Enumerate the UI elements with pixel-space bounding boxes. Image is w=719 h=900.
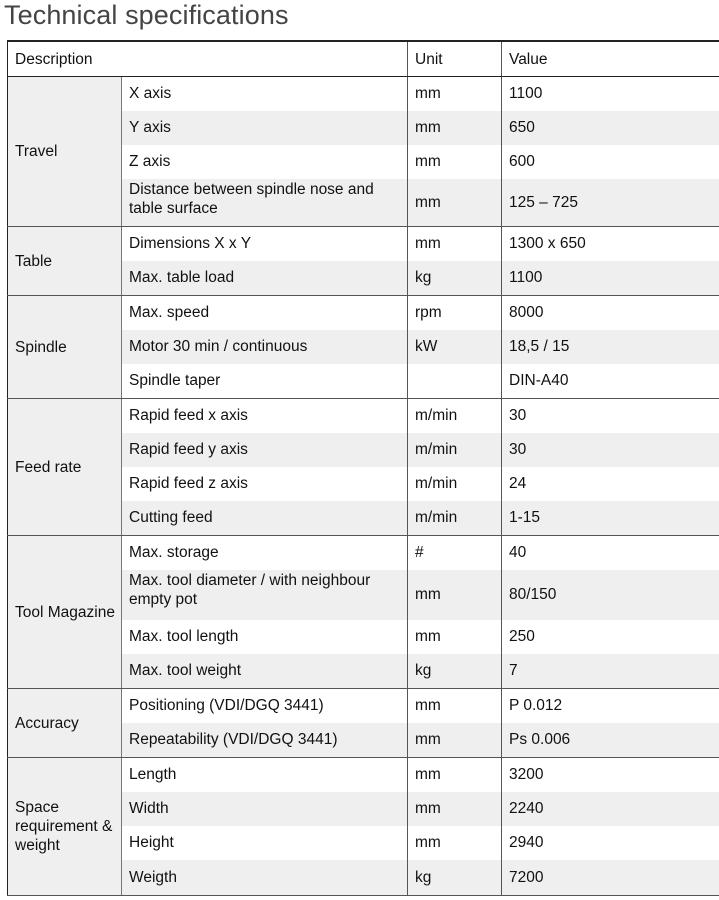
row-unit: mm [408,826,502,860]
row-unit: mm [408,570,502,620]
row-unit: m/min [408,433,502,467]
page-title: Technical specifications [4,0,289,30]
row-value: 8000 [502,296,719,330]
group-label-tool-magazine: Tool Magazine [8,536,122,689]
header-value: Value [502,41,719,77]
row-unit: mm [408,758,502,792]
row-value: 250 [502,620,719,654]
row-unit: mm [408,792,502,826]
row-unit: mm [408,77,502,111]
row-value: 125 – 725 [502,179,719,227]
row-unit: kW [408,330,502,364]
row-value: 1-15 [502,501,719,536]
row-description: Height [129,834,174,851]
row-unit: kg [408,654,502,689]
table-body [8,77,719,896]
row-description: Rapid feed z axis [129,475,248,492]
row-value: 2940 [502,826,719,860]
row-value: 30 [502,433,719,467]
row-description: Max. table load [122,261,408,296]
row-unit: mm [408,111,502,145]
row-unit: # [408,536,502,570]
row-description: Z axis [129,153,171,170]
row-description: Rapid feed x axis [129,407,248,425]
row-unit: kg [408,860,502,896]
group-label-travel: Travel [8,77,122,227]
row-description: Cutting feed [122,501,408,536]
row-unit: rpm [408,296,502,330]
row-value: 30 [502,399,719,433]
row-unit: m/min [408,467,502,501]
row-description: Max. tool diameter / with neighbour empty pot [122,570,408,620]
row-value: 2240 [502,792,719,826]
row-unit: mm [408,227,502,261]
table-row [8,77,719,111]
table-row [8,227,719,261]
row-description: Max. storage [129,544,219,562]
row-value: 40 [502,536,719,570]
row-unit: m/min [408,501,502,536]
row-description: Max. tool length [129,628,239,645]
row-description: Dimensions X x Y [129,235,252,253]
row-value: DIN-A40 [502,364,719,399]
row-unit: mm [408,689,502,723]
row-description: Length [129,766,177,784]
row-description: Distance between spindle nose and table surface [122,179,408,227]
row-value: 650 [502,111,719,145]
row-unit [408,364,502,399]
row-unit: mm [408,179,502,227]
group-label-feed-rate: Feed rate [8,399,122,536]
row-value: P 0.012 [502,689,719,723]
row-unit: mm [408,723,502,758]
row-description: Rapid feed y axis [122,433,408,467]
specifications-table [7,40,719,896]
row-value: 80/150 [502,570,719,620]
table-row [8,758,719,792]
row-unit: kg [408,261,502,296]
group-label-space-requirement: Space requirement & weight [8,758,122,896]
header-unit: Unit [408,41,502,77]
table-row [8,399,719,433]
table-header-row [8,41,719,77]
row-description: X axis [129,85,172,103]
row-description: Positioning (VDI/DGQ 3441) [129,697,324,715]
row-description: Max. speed [129,304,210,322]
row-value: 600 [502,145,719,179]
row-value: 7 [502,654,719,689]
row-description: Weigth [122,860,408,896]
row-description: Width [122,792,408,826]
group-label-accuracy: Accuracy [8,689,122,758]
row-value: 1100 [502,261,719,296]
row-unit: m/min [408,399,502,433]
row-value: 1300 x 650 [502,227,719,261]
row-description: Y axis [122,111,408,145]
row-unit: mm [408,620,502,654]
row-description: Motor 30 min / continuous [122,330,408,364]
row-value: 3200 [502,758,719,792]
table-row [8,536,719,570]
row-description: Spindle taper [122,364,408,399]
table-row [8,689,719,723]
row-value: 7200 [502,860,719,896]
row-description: Max. tool weight [122,654,408,689]
table-row [8,296,719,330]
row-value: 24 [502,467,719,501]
header-description: Description [8,41,408,77]
row-value: 18,5 / 15 [502,330,719,364]
row-value: 1100 [502,77,719,111]
row-description: Repeatability (VDI/DGQ 3441) [122,723,408,758]
group-label-table: Table [8,227,122,296]
row-value: Ps 0.006 [502,723,719,758]
row-unit: mm [408,145,502,179]
group-label-spindle: Spindle [8,296,122,399]
